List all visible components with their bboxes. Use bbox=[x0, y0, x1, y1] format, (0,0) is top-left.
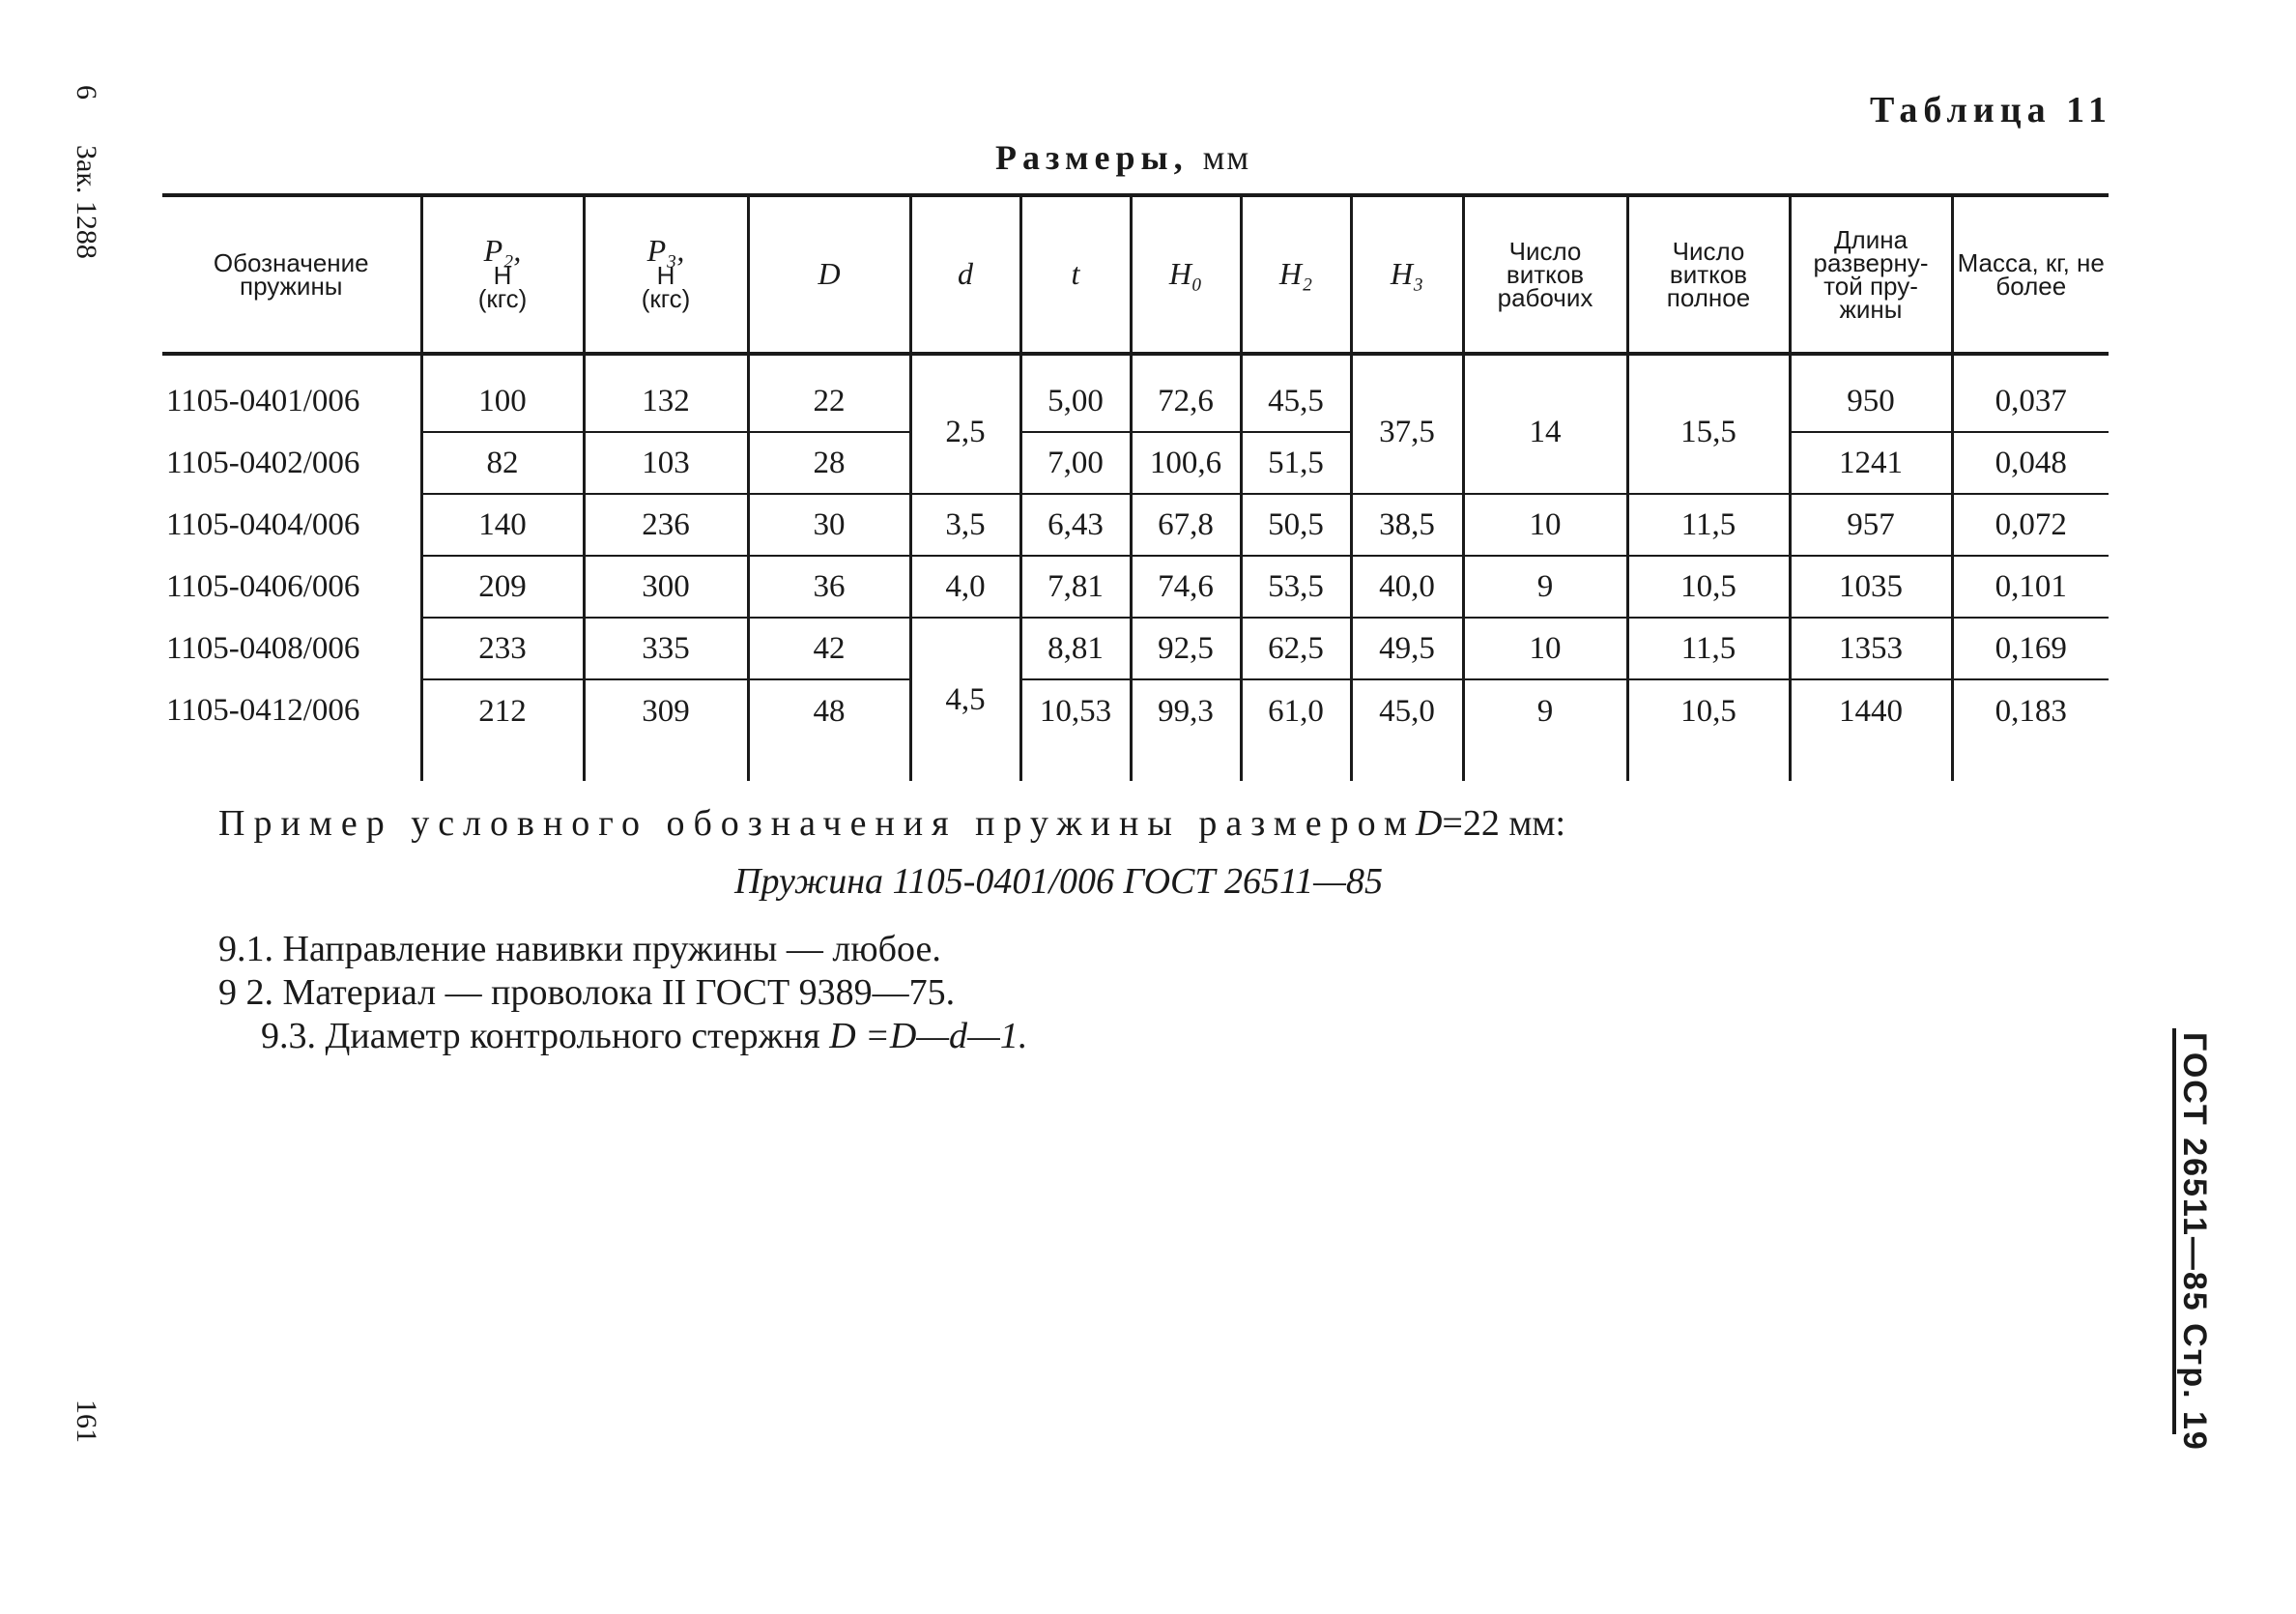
example-tail: =22 мм: bbox=[1442, 803, 1566, 844]
cell-H3: 37,5 bbox=[1351, 354, 1463, 494]
cell-H3: 40,0 bbox=[1351, 556, 1463, 618]
col-H3 bbox=[1351, 195, 1463, 354]
col-total-coils: Число витков полное bbox=[1627, 195, 1790, 354]
table-row bbox=[162, 432, 2109, 494]
folio-number: 161 bbox=[71, 1399, 102, 1443]
cell-mass: 0,101 bbox=[1952, 556, 2109, 618]
col-H0 bbox=[1131, 195, 1241, 354]
cell-working-coils: 10 bbox=[1463, 618, 1627, 679]
cell-length: 1440 bbox=[1790, 679, 1952, 781]
cell-D: 28 bbox=[748, 432, 910, 494]
cell-working-coils: 9 bbox=[1463, 679, 1627, 781]
cell-total-coils: 10,5 bbox=[1627, 679, 1790, 781]
col-t bbox=[1020, 195, 1131, 354]
cell-designation: 1105-0412/006 bbox=[166, 693, 360, 728]
example-math: D bbox=[1415, 803, 1443, 844]
col-d bbox=[910, 195, 1020, 354]
cell-mass: 0,048 bbox=[1952, 432, 2109, 494]
cell-H3: 49,5 bbox=[1351, 618, 1463, 679]
cell-H2: 53,5 bbox=[1241, 556, 1351, 618]
p2-unit: Н bbox=[493, 261, 512, 290]
p2-alt-unit: (кгс) bbox=[477, 284, 528, 313]
cell-H2: 45,5 bbox=[1241, 354, 1351, 432]
cell-designation: 1105-0402/006 bbox=[166, 445, 360, 480]
cell-working-coils: 9 bbox=[1463, 556, 1627, 618]
cell-p2: 140 bbox=[421, 494, 584, 556]
example-lead: Пример условного обозначения пружины размером bbox=[218, 803, 1416, 844]
col-H2 bbox=[1241, 195, 1351, 354]
p3-unit: Н bbox=[656, 261, 675, 290]
cell-D: 48 bbox=[748, 679, 910, 781]
cell-designation: 1105-0408/006 bbox=[166, 630, 360, 666]
cell-H0: 92,5 bbox=[1131, 618, 1241, 679]
cell-mass: 0,037 bbox=[1952, 354, 2109, 432]
table-caption-text: Размеры, bbox=[995, 138, 1189, 177]
cell-p3: 132 bbox=[584, 354, 748, 432]
cell-t: 7,81 bbox=[1020, 556, 1131, 618]
cell-H2: 62,5 bbox=[1241, 618, 1351, 679]
cell-t: 6,43 bbox=[1020, 494, 1131, 556]
cell-p2: 212 bbox=[421, 679, 584, 781]
cell-H2: 61,0 bbox=[1241, 679, 1351, 781]
cell-p3: 309 bbox=[584, 679, 748, 781]
table-header-row bbox=[162, 195, 2109, 354]
col-working-coils: Число витков рабочих bbox=[1463, 195, 1627, 354]
cell-length: 957 bbox=[1790, 494, 1952, 556]
cell-working-coils: 10 bbox=[1463, 494, 1627, 556]
H2-symbol: H₂ bbox=[1278, 256, 1313, 291]
table-row bbox=[162, 354, 2109, 432]
cell-p3: 103 bbox=[584, 432, 748, 494]
standard-header: ГОСТ 26511—85 Стр. 19 bbox=[2176, 1032, 2213, 1452]
table-row bbox=[162, 679, 2109, 781]
cell-H0: 72,6 bbox=[1131, 354, 1241, 432]
cell-D: 42 bbox=[748, 618, 910, 679]
cell-H2: 50,5 bbox=[1241, 494, 1351, 556]
table-caption bbox=[995, 137, 1250, 178]
dimensions-table bbox=[162, 193, 2109, 781]
cell-d: 4,0 bbox=[910, 556, 1020, 618]
cell-D: 30 bbox=[748, 494, 910, 556]
clause-9-3-text: 9.3. Диаметр контрольного стержня bbox=[261, 1016, 820, 1056]
col-p3 bbox=[584, 195, 748, 354]
table-title: Таблица 11 bbox=[1870, 90, 2112, 130]
cell-D: 36 bbox=[748, 556, 910, 618]
order-number: Зак. 1288 bbox=[71, 145, 102, 259]
clause-9-1: 9.1. Направление навивки пружины — любое. bbox=[218, 929, 941, 969]
cell-mass: 0,169 bbox=[1952, 618, 2109, 679]
cell-p2: 100 bbox=[421, 354, 584, 432]
cell-D: 22 bbox=[748, 354, 910, 432]
cell-p2: 209 bbox=[421, 556, 584, 618]
cell-H0: 74,6 bbox=[1131, 556, 1241, 618]
left-margin bbox=[60, 85, 147, 1535]
cell-H3: 38,5 bbox=[1351, 494, 1463, 556]
col-mass: Масса, кг, не более bbox=[1952, 195, 2109, 354]
table-row bbox=[162, 494, 2109, 556]
cell-mass: 0,183 bbox=[1952, 679, 2109, 781]
clause-9-2: 9 2. Материал — проволока II ГОСТ 9389—75. bbox=[218, 972, 956, 1013]
col-length: Длина разверну-той пру-жины bbox=[1790, 195, 1952, 354]
t-symbol: t bbox=[1071, 256, 1080, 291]
H3-symbol: H₃ bbox=[1390, 256, 1424, 291]
cell-H2: 51,5 bbox=[1241, 432, 1351, 494]
cell-H0: 100,6 bbox=[1131, 432, 1241, 494]
cell-d: 3,5 bbox=[910, 494, 1020, 556]
cell-working-coils: 14 bbox=[1463, 354, 1627, 494]
cell-total-coils: 11,5 bbox=[1627, 494, 1790, 556]
cell-d: 4,5 bbox=[910, 618, 1020, 781]
cell-designation: 1105-0401/006 bbox=[166, 384, 360, 418]
p2-symbol: P₂, bbox=[483, 233, 522, 268]
col-designation: Обозначение пружины bbox=[162, 195, 421, 354]
table-row bbox=[162, 618, 2109, 679]
cell-total-coils: 15,5 bbox=[1627, 354, 1790, 494]
cell-designation: 1105-0404/006 bbox=[166, 506, 360, 542]
p3-symbol: P₃, bbox=[646, 233, 685, 268]
cell-length: 1035 bbox=[1790, 556, 1952, 618]
cell-total-coils: 10,5 bbox=[1627, 556, 1790, 618]
cell-d: 2,5 bbox=[910, 354, 1020, 494]
cell-length: 950 bbox=[1790, 354, 1952, 432]
cell-total-coils: 11,5 bbox=[1627, 618, 1790, 679]
cell-p3: 236 bbox=[584, 494, 748, 556]
example-line bbox=[218, 802, 1565, 845]
cell-p3: 335 bbox=[584, 618, 748, 679]
cell-t: 5,00 bbox=[1020, 354, 1131, 432]
cell-H0: 67,8 bbox=[1131, 494, 1241, 556]
H0-symbol: H₀ bbox=[1168, 256, 1203, 291]
col-D bbox=[748, 195, 910, 354]
cell-p3: 300 bbox=[584, 556, 748, 618]
cell-t: 8,81 bbox=[1020, 618, 1131, 679]
table-caption-unit: мм bbox=[1202, 138, 1251, 177]
cell-length: 1241 bbox=[1790, 432, 1952, 494]
cell-p2: 82 bbox=[421, 432, 584, 494]
clause-9-3 bbox=[261, 1015, 1027, 1057]
cell-p2: 233 bbox=[421, 618, 584, 679]
cell-H0: 99,3 bbox=[1131, 679, 1241, 781]
clause-9-3-math: D =D—d—1. bbox=[829, 1016, 1028, 1056]
page-number: 6 bbox=[71, 85, 102, 100]
p3-alt-unit: (кгс) bbox=[641, 284, 691, 313]
cell-mass: 0,072 bbox=[1952, 494, 2109, 556]
header-rule bbox=[2172, 1028, 2176, 1434]
cell-H3: 45,0 bbox=[1351, 679, 1463, 781]
cell-length: 1353 bbox=[1790, 618, 1952, 679]
d-symbol: d bbox=[958, 256, 973, 291]
table-row bbox=[162, 556, 2109, 618]
cell-t: 10,53 bbox=[1020, 679, 1131, 781]
D-symbol: D bbox=[818, 256, 841, 291]
example-designation: Пружина 1105-0401/006 ГОСТ 26511—85 bbox=[734, 861, 1383, 902]
cell-t: 7,00 bbox=[1020, 432, 1131, 494]
col-p2 bbox=[421, 195, 584, 354]
cell-designation: 1105-0406/006 bbox=[166, 568, 360, 604]
